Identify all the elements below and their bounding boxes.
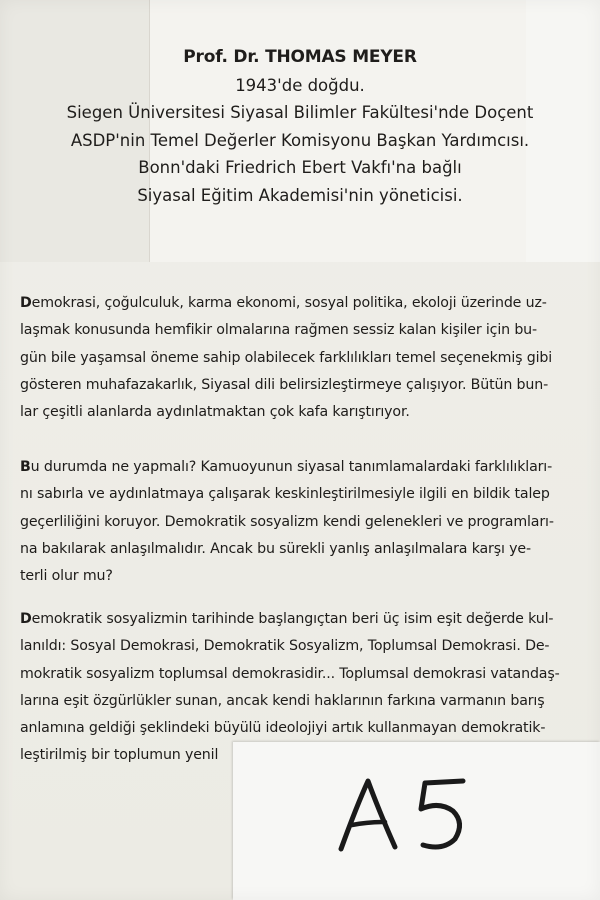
author-bio-line: Siegen Üniversitesi Siyasal Bilimler Fakültesi'nde Doçent (66, 103, 534, 122)
paragraph-line: nı sabırla ve aydınlatmaya çalışarak keskinleştirilmesiyle ilgili en bildik talep (20, 486, 550, 503)
paragraph-line: larına eşit özgürlükler sunan, ancak kendi haklarının farkına varmanın barış (20, 692, 545, 709)
drop-cap: D (20, 295, 32, 311)
paragraph-line: Bu durumda ne yapmalı? Kamuoyunun siyasal tanımlamalardaki farklılıkları- (20, 459, 553, 475)
paragraph-1 (20, 290, 590, 426)
paragraph-line: lanıldı: Sosyal Demokrasi, Demokratik Sosyalizm, Toplumsal Demokrasi. De- (20, 638, 550, 655)
paragraph-line: leştirilmiş bir toplumun yenil (20, 747, 219, 764)
paragraph-line: gün bile yaşamsal öneme sahip olabilecek farklılıkları temel seçenekmiş gibi (20, 349, 553, 366)
author-bio-line: Bonn'daki Friedrich Ebert Vakfı'na bağlı (138, 158, 462, 177)
paragraph-line: gösteren muhafazakarlık, Siyasal dili belirsizleştirmeye çalışıyor. Bütün bun- (20, 376, 549, 393)
paragraph-2 (20, 454, 590, 590)
paragraph-line: na bakılarak anlaşılmalıdır. Ancak bu sürekli yanlış anlaşılmalara karşı ye- (20, 540, 531, 557)
paragraph-line: lar çeşitli alanlarda aydınlatmaktan çok kafa karıştırıyor. (20, 404, 410, 421)
author-bio (0, 44, 600, 209)
paragraph-line: laşmak konusunda hemfikir olmalarına rağmen sessiz kalan kişiler için bu- (20, 322, 537, 339)
paragraph-line: anlamına geldiği şeklindeki büyülü ideolojiyi artık kullanmayan demokratik- (20, 720, 546, 737)
handwritten-label-a5 (335, 775, 475, 855)
author-bio-line: 1943'de doğdu. (235, 75, 365, 95)
author-bio-line: ASDP'nin Temel Değerler Komisyonu Başkan Yardımcısı. (70, 130, 530, 150)
author-bio-line: Siyasal Eğitim Akademisi'nin yöneticisi. (137, 185, 463, 205)
paragraph-line: terli olur mu? (20, 568, 113, 585)
paragraph-line: geçerliliğini koruyor. Demokratik sosyalizm kendi gelenekleri ve programları- (20, 513, 554, 530)
paragraph-line: mokratik sosyalizm toplumsal demokrasidir... Toplumsal demokrasi vatandaş- (20, 665, 560, 682)
paragraph-line: Demokrasi, çoğulculuk, karma ekonomi, sosyal politika, ekoloji üzerinde uz- (20, 295, 547, 311)
paragraph-line: Demokratik sosyalizmin tarihinde başlangıçtan beri üç isim eşit değerde kul- (20, 611, 554, 627)
author-name: Prof. Dr. THOMAS MEYER (183, 47, 417, 67)
drop-cap: D (20, 611, 32, 627)
drop-cap: B (20, 459, 31, 475)
